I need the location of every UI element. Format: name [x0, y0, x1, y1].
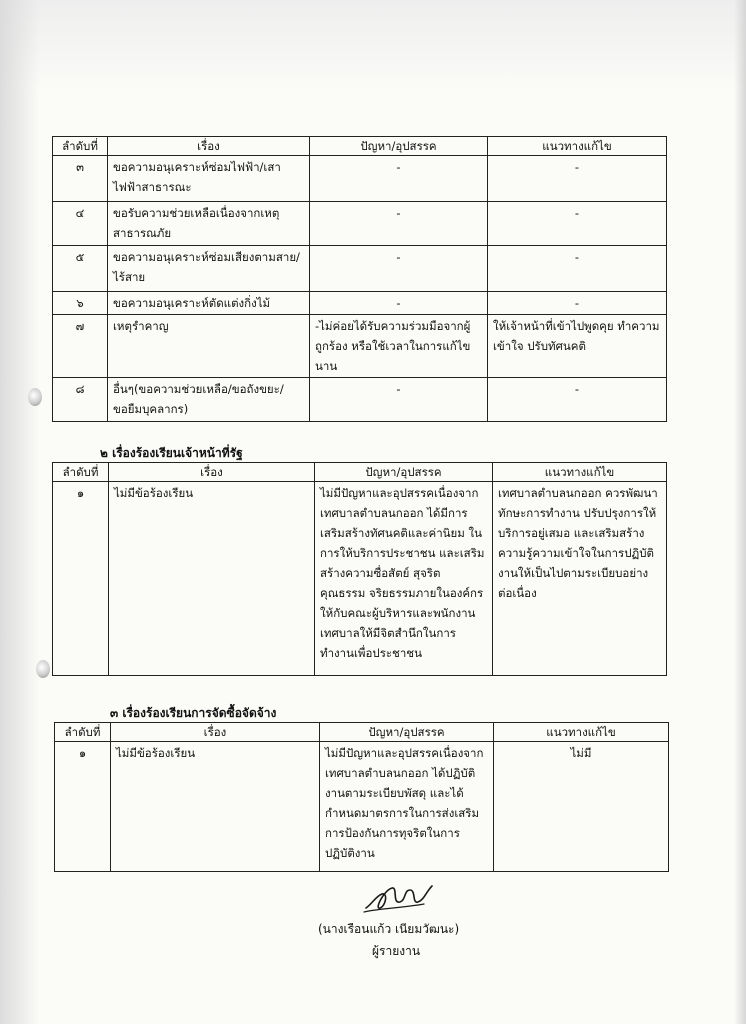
- table-header-row: [53, 137, 667, 156]
- row-solution: เทศบาลตำบลนกออก ควรพัฒนาทักษะการทำงาน ปรับปรุงการให้บริการอยู่เสมอ และเสริมสร้างความรู้ความเข้าใจในการปฏิบัติงานให้เป็นไปตามระเบียบอย่างต่อเนื่อง: [493, 482, 667, 676]
- complaint-topics-table: [52, 136, 667, 422]
- row-solution: ไม่มี: [494, 742, 669, 872]
- reporter-role: ผู้รายงาน: [372, 944, 421, 958]
- signature: [362, 878, 452, 918]
- row-solution: -: [488, 378, 667, 422]
- table-row: [55, 742, 669, 872]
- table-row: [53, 156, 667, 202]
- row-solution: ให้เจ้าหน้าที่เข้าไปพูดคุย ทำความเข้าใจ ปรับทัศนคติ: [488, 315, 667, 378]
- officer-complaints-table: [52, 462, 667, 676]
- row-number: ๑: [53, 482, 109, 676]
- column-header: ปัญหา/อุปสรรค: [315, 463, 493, 482]
- row-problem: -: [310, 378, 488, 422]
- row-number: ๔: [53, 202, 108, 246]
- row-number: ๘: [53, 378, 108, 422]
- column-header: ปัญหา/อุปสรรค: [320, 723, 494, 742]
- row-solution: -: [488, 202, 667, 246]
- row-number: ๕: [53, 246, 108, 292]
- row-number: ๗: [53, 315, 108, 378]
- table-header-row: [55, 723, 669, 742]
- column-header: ปัญหา/อุปสรรค: [310, 137, 488, 156]
- row-solution: -: [488, 156, 667, 202]
- row-topic: ไม่มีข้อร้องเรียน: [111, 742, 320, 872]
- row-problem: ไม่มีปัญหาและอุปสรรคเนื่องจากเทศบาลตำบลนกออก ได้มีการเสริมสร้างทัศนคติและค่านิยม ในการให้บริการประชาชน และเสริมสร้างความซื่อสัตย์ สุจริต คุณธรรม จริยธรรมภายในองค์กร ให้กับคณะผู้บริหารและพนักงานเทศบาลให้มีจิตสำนึกในการทำงานเพื่อประชาชน: [315, 482, 493, 676]
- row-number: ๑: [55, 742, 111, 872]
- row-topic: ขอความอนุเคราะห์ซ่อมเสียงตามสาย/ไร้สาย: [108, 246, 310, 292]
- punch-hole: [36, 660, 50, 678]
- table-row: [53, 315, 667, 378]
- row-topic: อื่นๆ(ขอความช่วยเหลือ/ขอถังขยะ/ขอยืมบุคลากร): [108, 378, 310, 422]
- column-header: แนวทางแก้ไข: [488, 137, 667, 156]
- table-row: [53, 482, 667, 676]
- page-top-shadow: [0, 0, 746, 90]
- row-solution: -: [488, 292, 667, 315]
- row-number: ๓: [53, 156, 108, 202]
- row-topic: ขอความอนุเคราะห์ตัดแต่งกิ่งไม้: [108, 292, 310, 315]
- column-header: ลำดับที่: [53, 137, 108, 156]
- reporter-name: (นางเรือนแก้ว เนียมวัฒนะ): [318, 922, 460, 936]
- column-header: แนวทางแก้ไข: [494, 723, 669, 742]
- row-problem: -: [310, 156, 488, 202]
- table-row: [53, 246, 667, 292]
- table-row: [53, 292, 667, 315]
- row-problem: -: [310, 292, 488, 315]
- column-header: ลำดับที่: [55, 723, 111, 742]
- table-row: [53, 202, 667, 246]
- row-topic: ขอรับความช่วยเหลือเนื่องจากเหตุสาธารณภัย: [108, 202, 310, 246]
- table-row: [53, 378, 667, 422]
- row-topic: ไม่มีข้อร้องเรียน: [109, 482, 315, 676]
- page-left-shadow: [0, 0, 40, 1024]
- column-header: เรื่อง: [111, 723, 320, 742]
- column-header: แนวทางแก้ไข: [493, 463, 667, 482]
- column-header: เรื่อง: [108, 137, 310, 156]
- column-header: เรื่อง: [109, 463, 315, 482]
- section-heading: ๒ เรื่องร้องเรียนเจ้าหน้าที่รัฐ: [100, 446, 243, 460]
- row-topic: เหตุรำคาญ: [108, 315, 310, 378]
- column-header: ลำดับที่: [53, 463, 109, 482]
- row-problem: -: [310, 202, 488, 246]
- row-number: ๖: [53, 292, 108, 315]
- row-problem: -ไม่ค่อยได้รับความร่วมมือจากผู้ถูกร้อง หรือใช้เวลาในการแก้ไขนาน: [310, 315, 488, 378]
- row-problem: ไม่มีปัญหาและอุปสรรคเนื่องจากเทศบาลตำบลนกออก ได้ปฏิบัติงานตามระเบียบพัสดุ และได้กำหนดมาตรการในการส่งเสริมการป้องกันการทุจริตในการปฏิบัติงาน: [320, 742, 494, 872]
- section-heading: ๓ เรื่องร้องเรียนการจัดซื้อจัดจ้าง: [110, 706, 277, 720]
- row-problem: -: [310, 246, 488, 292]
- procurement-complaints-table: [54, 722, 669, 872]
- table-header-row: [53, 463, 667, 482]
- page-right-shadow: [734, 0, 746, 1024]
- row-topic: ขอความอนุเคราะห์ซ่อมไฟฟ้า/เสาไฟฟ้าสาธารณะ: [108, 156, 310, 202]
- punch-hole: [28, 388, 42, 406]
- row-solution: -: [488, 246, 667, 292]
